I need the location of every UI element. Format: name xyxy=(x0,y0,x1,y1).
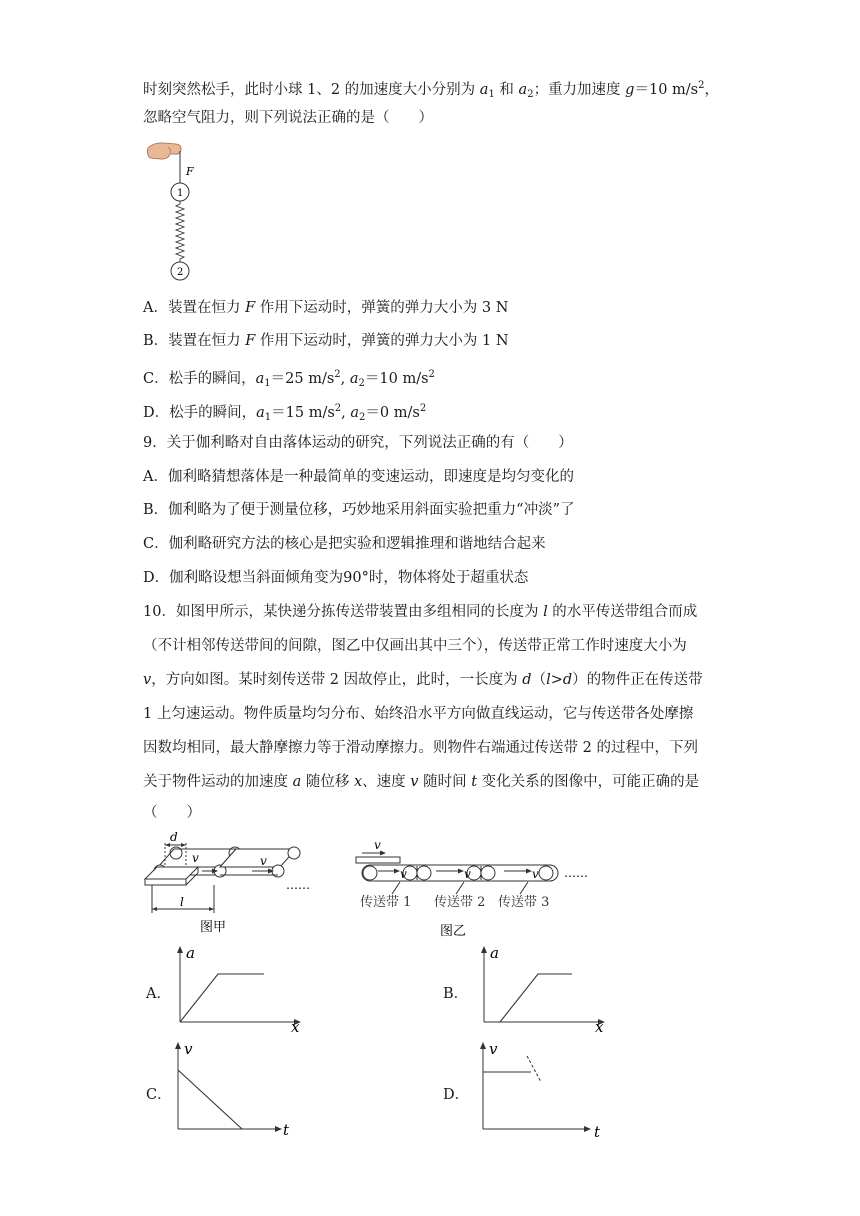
graph-a-label: A． xyxy=(146,986,171,1002)
q8-text: ；重力加速度 xyxy=(533,82,626,98)
q10-line6: 关于物件运动的加速度 a 随位移 x、速度 v 随时间 t 变化关系的图像中，可能正确的是 xyxy=(143,774,700,790)
jia-d-label: d xyxy=(170,830,178,844)
graph-a-x: x xyxy=(291,1018,300,1036)
q10-line2: （不计相邻传送带间的间隙，图乙中仅画出其中三个），传送带正常工作时速度大小为 xyxy=(143,638,687,654)
yi-belt1-label: 传送带 1 xyxy=(360,895,412,910)
q10-line3: v，方向如图。某时刻传送带 2 因故停止，此时，一长度为 d（l>d）的物件正在传送带 xyxy=(143,672,703,688)
q9-option-a: A．伽利略猜想落体是一种最简单的变速运动，即速度是均匀变化的 xyxy=(143,469,574,485)
figure-yi xyxy=(354,838,594,943)
graph-c xyxy=(170,1040,310,1139)
graph-b-y: a xyxy=(490,944,499,962)
q9-option-b: B．伽利略为了便于测量位移，巧妙地采用斜面实验把重力“冲淡”了 xyxy=(143,502,575,518)
jia-caption: 图甲 xyxy=(200,920,227,935)
yi-dots: …… xyxy=(564,866,588,880)
q8-option-c: C．松手的瞬间，$a_1=25$ $m/s^2$, $a_2=10$ $m/s^2$ xyxy=(143,369,435,389)
q10-line5: 因数均相同，最大静摩擦力等于滑动摩擦力。则物件右端通过传送带 2 的过程中，下列 xyxy=(143,740,698,756)
jia-l-label: l xyxy=(180,895,184,909)
jia-v2-label: v xyxy=(260,854,267,868)
graph-d-x: t xyxy=(594,1123,601,1141)
jia-v1-label: v xyxy=(192,851,199,865)
q8-stem-line1: 时刻突然松手，此时小球 1、2 的加速度大小分别为 $a_1$ 和 $a_2$；重力加速度 g＝10 $m/s^2$， xyxy=(143,80,719,100)
yi-v-top: v xyxy=(374,838,381,852)
graph-b-x: x xyxy=(595,1018,604,1036)
graph-a xyxy=(172,944,312,1036)
q8-text: 时刻突然松手，此时小球 1、2 的加速度大小分别为 xyxy=(143,82,480,98)
q10-line4: 1 上匀速运动。物件质量均匀分布、始终沿水平方向做直线运动，它与传送带各处摩擦 xyxy=(143,706,694,722)
q8-a2-symbol: a xyxy=(518,82,528,98)
graph-c-label: C． xyxy=(146,1087,172,1103)
q8-a1-symbol: a xyxy=(479,82,489,98)
figure-jia xyxy=(140,830,320,940)
ball-2-label: 2 xyxy=(177,267,184,278)
yi-v1: v xyxy=(400,867,407,881)
hand-spring-figure xyxy=(140,138,200,283)
graph-b-label: B． xyxy=(443,986,469,1002)
q8-stem-line2: 忽略空气阻力，则下列说法正确的是（ ） xyxy=(143,110,433,126)
spring xyxy=(176,201,184,262)
graph-a-y: a xyxy=(186,944,195,962)
q8-option-b: B．装置在恒力 F 作用下运动时，弹簧的弹力大小为 1 N xyxy=(143,333,509,349)
yi-belt2-label: 传送带 2 xyxy=(434,895,486,910)
yi-belt3-label: 传送带 3 xyxy=(498,895,550,910)
jia-dots: …… xyxy=(286,878,310,892)
q8-text: ＝10 m/s xyxy=(634,82,699,98)
q8-option-a: A．装置在恒力 F 作用下运动时，弹簧的弹力大小为 3 N xyxy=(143,300,509,316)
graph-b xyxy=(476,944,616,1036)
q9-option-d: D．伽利略设想当斜面倾角变为90°时，物体将处于超重状态 xyxy=(143,570,529,586)
graph-c-y: v xyxy=(184,1040,193,1058)
q9-option-c: C．伽利略研究方法的核心是把实验和逻辑推理和谐地结合起来 xyxy=(143,536,546,552)
ball-1-label: 1 xyxy=(177,188,184,199)
graph-d xyxy=(475,1040,615,1141)
q8-option-d: D．松手的瞬间，$a_1=15$ $m/s^2$, $a_2=0$ $m/s^2$ xyxy=(143,403,427,423)
yi-caption: 图乙 xyxy=(440,924,467,939)
graph-d-label: D． xyxy=(443,1087,470,1103)
yi-v2: v xyxy=(464,867,471,881)
graph-d-y: v xyxy=(489,1040,498,1058)
hand-icon xyxy=(147,143,181,159)
q10-line7: （ ） xyxy=(143,805,201,821)
yi-v3: v xyxy=(532,867,539,881)
q10-line1: 10．如图甲所示，某快递分拣传送带装置由多组相同的长度为 l 的水平传送带组合而成 xyxy=(143,604,698,620)
force-label: F xyxy=(186,165,194,178)
q9-stem: 9．关于伽利略对自由落体运动的研究，下列说法正确的有（ ） xyxy=(143,435,573,451)
q8-text: 和 xyxy=(494,82,519,98)
graph-c-x: t xyxy=(283,1121,290,1139)
q8-g-symbol: g xyxy=(625,82,635,98)
